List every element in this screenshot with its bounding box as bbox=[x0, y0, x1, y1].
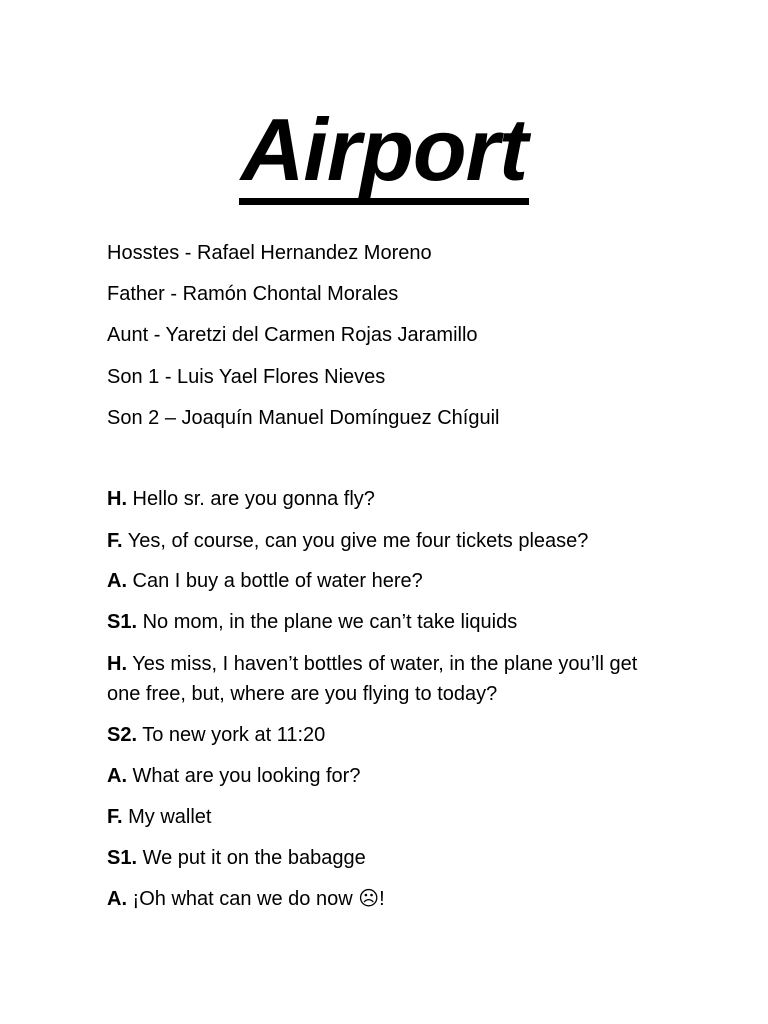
dialogue-text: Yes miss, I haven’t bottles of water, in the plane you’ll get one free, but, where are you flying to today? bbox=[107, 653, 638, 705]
dialogue-line bbox=[107, 843, 687, 873]
cast-line-aunt: Aunt - Yaretzi del Carmen Rojas Jaramillo bbox=[107, 324, 478, 346]
dialogue-text: My wallet bbox=[122, 806, 212, 828]
dialogue-text: No mom, in the plane we can’t take liquids bbox=[137, 611, 518, 633]
dialogue-text: We put it on the babagge bbox=[137, 847, 366, 869]
speaker-label: H. bbox=[107, 488, 127, 510]
speaker-label: S1. bbox=[107, 611, 138, 633]
dialogue-line bbox=[107, 484, 687, 514]
dialogue-text: Hello sr. are you gonna fly? bbox=[127, 488, 375, 510]
dialogue-text: ¡Oh what can we do now ☹! bbox=[127, 888, 385, 910]
dialogue-text: Yes, of course, can you give me four tickets please? bbox=[122, 530, 589, 552]
dialogue-line bbox=[107, 607, 687, 637]
speaker-label: A. bbox=[107, 765, 127, 787]
cast-line-son-1: Son 1 - Luis Yael Flores Nieves bbox=[107, 366, 386, 388]
dialogue-line bbox=[107, 566, 687, 596]
page-title bbox=[0, 100, 768, 205]
dialogue-line bbox=[107, 649, 672, 709]
speaker-label: F. bbox=[107, 806, 123, 828]
speaker-label: A. bbox=[107, 570, 127, 592]
cast-line-father: Father - Ramón Chontal Morales bbox=[107, 283, 399, 305]
dialogue-line bbox=[107, 761, 687, 791]
dialogue-text: What are you looking for? bbox=[127, 765, 361, 787]
speaker-label: F. bbox=[107, 530, 123, 552]
title-text: Airport bbox=[239, 104, 529, 205]
dialogue-line bbox=[107, 802, 687, 832]
speaker-label: S1. bbox=[107, 847, 138, 869]
speaker-label: H. bbox=[107, 653, 127, 675]
cast-line-hostess: Hosstes - Rafael Hernandez Moreno bbox=[107, 242, 432, 264]
speaker-label: A. bbox=[107, 888, 127, 910]
dialogue-text: To new york at 11:20 bbox=[137, 724, 326, 746]
dialogue-line bbox=[107, 526, 687, 556]
dialogue-line bbox=[107, 720, 687, 750]
speaker-label: S2. bbox=[107, 724, 138, 746]
cast-line-son-2: Son 2 – Joaquín Manuel Domínguez Chíguil bbox=[107, 407, 500, 429]
dialogue-line bbox=[107, 884, 687, 914]
dialogue-text: Can I buy a bottle of water here? bbox=[127, 570, 423, 592]
